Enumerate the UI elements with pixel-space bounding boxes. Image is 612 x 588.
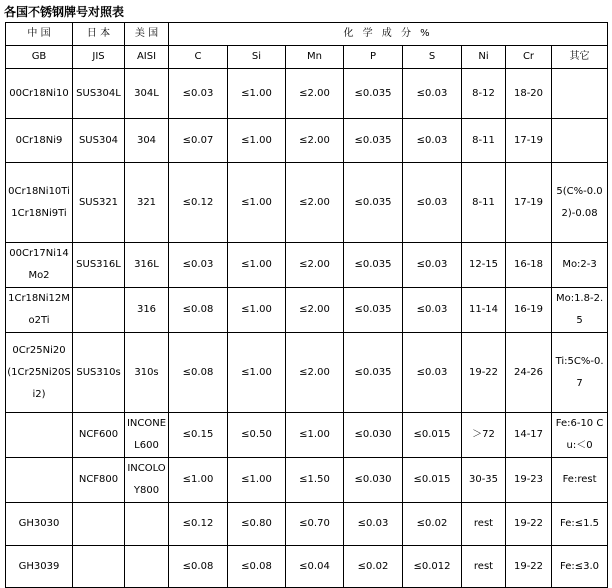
cell-p: ≤0.030	[344, 458, 403, 503]
header-china: 中 国	[6, 23, 73, 46]
column-header-row	[6, 46, 608, 69]
col-header-p: P	[344, 46, 403, 69]
cell-ni: ＞72	[462, 413, 506, 458]
cell-mn: ≤0.70	[286, 503, 344, 546]
cell-p: ≤0.035	[344, 243, 403, 288]
country-header-row	[6, 23, 608, 46]
cell-ni: rest	[462, 546, 506, 588]
cell-s: ≤0.015	[403, 458, 462, 503]
col-header-si: Si	[228, 46, 286, 69]
cell-ni: 19-22	[462, 333, 506, 413]
cell-aisi: 304L	[125, 69, 169, 119]
cell-cr: 17-19	[506, 119, 552, 163]
cell-p: ≤0.035	[344, 333, 403, 413]
col-header-jis: JIS	[73, 46, 125, 69]
col-header-mn: Mn	[286, 46, 344, 69]
cell-cr: 19-22	[506, 546, 552, 588]
cell-c: ≤0.03	[169, 69, 228, 119]
cell-c: ≤0.08	[169, 546, 228, 588]
cell-c: ≤0.12	[169, 163, 228, 243]
cell-ni: 8-12	[462, 69, 506, 119]
cell-gb	[6, 413, 73, 458]
col-header-gb: GB	[6, 46, 73, 69]
page-title: 各国不锈钢牌号对照表	[4, 5, 125, 19]
table-row	[6, 333, 608, 413]
cell-p: ≤0.035	[344, 119, 403, 163]
cell-p: ≤0.035	[344, 69, 403, 119]
cell-cr: 24-26	[506, 333, 552, 413]
cell-aisi: 304	[125, 119, 169, 163]
cell-ni: 8-11	[462, 119, 506, 163]
cell-si: ≤0.80	[228, 503, 286, 546]
table-row	[6, 163, 608, 243]
cell-aisi: 310s	[125, 333, 169, 413]
cell-aisi	[125, 503, 169, 546]
cell-p: ≤0.02	[344, 546, 403, 588]
cell-ni: rest	[462, 503, 506, 546]
cell-si: ≤1.00	[228, 458, 286, 503]
cell-other	[552, 69, 608, 119]
cell-other: Mo:1.8-2.5	[552, 288, 608, 333]
cell-s: ≤0.03	[403, 163, 462, 243]
cell-jis	[73, 503, 125, 546]
col-header-s: S	[403, 46, 462, 69]
cell-c: ≤0.15	[169, 413, 228, 458]
table-row	[6, 546, 608, 588]
cell-mn: ≤2.00	[286, 288, 344, 333]
cell-si: ≤0.50	[228, 413, 286, 458]
cell-cr: 14-17	[506, 413, 552, 458]
table-row	[6, 458, 608, 503]
cell-aisi: INCOLOY800	[125, 458, 169, 503]
cell-aisi: 321	[125, 163, 169, 243]
cell-s: ≤0.03	[403, 333, 462, 413]
cell-c: ≤0.07	[169, 119, 228, 163]
cell-p: ≤0.035	[344, 163, 403, 243]
cell-c: ≤0.08	[169, 288, 228, 333]
cell-aisi: 316L	[125, 243, 169, 288]
cell-aisi: 316	[125, 288, 169, 333]
col-header-aisi: AISI	[125, 46, 169, 69]
cell-jis: SUS321	[73, 163, 125, 243]
cell-cr: 19-23	[506, 458, 552, 503]
cell-cr: 16-19	[506, 288, 552, 333]
cell-other: Fe:≤3.0	[552, 546, 608, 588]
cell-s: ≤0.03	[403, 288, 462, 333]
cell-cr: 16-18	[506, 243, 552, 288]
cell-jis: SUS304	[73, 119, 125, 163]
cell-si: ≤1.00	[228, 333, 286, 413]
cell-jis: SUS316L	[73, 243, 125, 288]
col-header-cr: Cr	[506, 46, 552, 69]
col-header-ni: Ni	[462, 46, 506, 69]
cell-ni: 12-15	[462, 243, 506, 288]
cell-s: ≤0.03	[403, 243, 462, 288]
cell-gb: 0Cr18Ni9	[6, 119, 73, 163]
cell-gb	[6, 458, 73, 503]
cell-c: ≤1.00	[169, 458, 228, 503]
cell-cr: 19-22	[506, 503, 552, 546]
cell-c: ≤0.03	[169, 243, 228, 288]
col-header-c: C	[169, 46, 228, 69]
cell-gb: 00Cr18Ni10	[6, 69, 73, 119]
cell-mn: ≤2.00	[286, 243, 344, 288]
cell-other	[552, 119, 608, 163]
cell-s: ≤0.03	[403, 119, 462, 163]
cell-other: Fe:rest	[552, 458, 608, 503]
cell-jis: NCF800	[73, 458, 125, 503]
cell-cr: 17-19	[506, 163, 552, 243]
cell-mn: ≤1.00	[286, 413, 344, 458]
cell-p: ≤0.035	[344, 288, 403, 333]
cell-si: ≤1.00	[228, 119, 286, 163]
cell-mn: ≤2.00	[286, 333, 344, 413]
cell-s: ≤0.012	[403, 546, 462, 588]
header-chemical-composition: 化 学 成 分 %	[169, 23, 608, 46]
header-japan: 日 本	[73, 23, 125, 46]
cell-s: ≤0.03	[403, 69, 462, 119]
header-usa: 美 国	[125, 23, 169, 46]
cell-mn: ≤2.00	[286, 119, 344, 163]
cell-mn: ≤2.00	[286, 163, 344, 243]
cell-mn: ≤2.00	[286, 69, 344, 119]
cell-aisi	[125, 546, 169, 588]
cell-jis	[73, 546, 125, 588]
cell-gb: 1Cr18Ni12Mo2Ti	[6, 288, 73, 333]
table-row	[6, 503, 608, 546]
table-row	[6, 119, 608, 163]
cell-gb: 0Cr18Ni10Ti 1Cr18Ni9Ti	[6, 163, 73, 243]
cell-cr: 18-20	[506, 69, 552, 119]
cell-jis: SUS304L	[73, 69, 125, 119]
cell-si: ≤0.08	[228, 546, 286, 588]
col-header-other: 其它	[552, 46, 608, 69]
cell-mn: ≤1.50	[286, 458, 344, 503]
cell-other: Fe:≤1.5	[552, 503, 608, 546]
cell-ni: 11-14	[462, 288, 506, 333]
cell-jis: NCF600	[73, 413, 125, 458]
table-row	[6, 243, 608, 288]
cell-jis: SUS310s	[73, 333, 125, 413]
cell-si: ≤1.00	[228, 243, 286, 288]
cell-si: ≤1.00	[228, 288, 286, 333]
table-row	[6, 69, 608, 119]
cell-mn: ≤0.04	[286, 546, 344, 588]
cell-gb: 00Cr17Ni14Mo2	[6, 243, 73, 288]
table-row	[6, 413, 608, 458]
cell-s: ≤0.015	[403, 413, 462, 458]
table-body	[6, 69, 608, 588]
cell-gb: GH3039	[6, 546, 73, 588]
table-row	[6, 288, 608, 333]
cell-ni: 30-35	[462, 458, 506, 503]
cell-s: ≤0.02	[403, 503, 462, 546]
cell-p: ≤0.030	[344, 413, 403, 458]
cell-jis	[73, 288, 125, 333]
cell-other: Fe:6-10 Cu:＜0	[552, 413, 608, 458]
cell-ni: 8-11	[462, 163, 506, 243]
cell-p: ≤0.03	[344, 503, 403, 546]
cell-other: Mo:2-3	[552, 243, 608, 288]
cell-gb: 0Cr25Ni20 (1Cr25Ni20Si2)	[6, 333, 73, 413]
cell-c: ≤0.12	[169, 503, 228, 546]
cell-si: ≤1.00	[228, 69, 286, 119]
steel-grade-table	[5, 22, 608, 588]
cell-other: Ti:5C%-0.7	[552, 333, 608, 413]
cell-c: ≤0.08	[169, 333, 228, 413]
cell-si: ≤1.00	[228, 163, 286, 243]
cell-other: 5(C%-0.02)-0.08	[552, 163, 608, 243]
cell-gb: GH3030	[6, 503, 73, 546]
cell-aisi: INCONEL600	[125, 413, 169, 458]
